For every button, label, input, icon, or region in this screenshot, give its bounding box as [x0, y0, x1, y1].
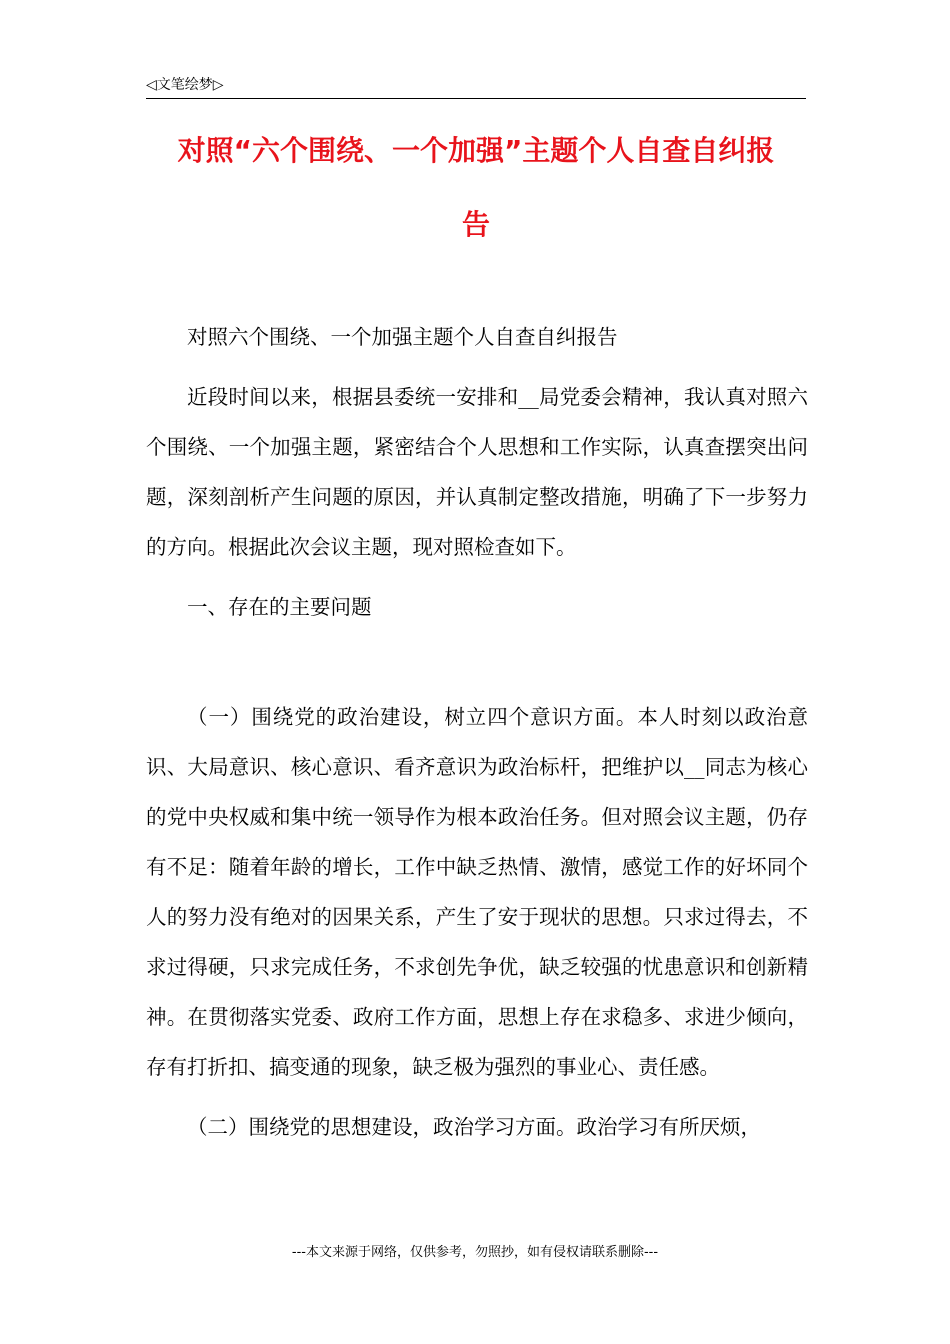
page-header: [146, 74, 806, 99]
body-paragraph-item-2: （二）围绕党的思想建设，政治学习方面。政治学习有所厌烦，: [187, 1115, 761, 1139]
document-body: [146, 312, 808, 1152]
document-title-line-2: 告: [461, 208, 490, 241]
body-paragraph-intro: 近段时间以来，根据县委统一安排和__局党委会精神，我认真对照六个围绕、一个加强主题，紧密结合个人思想和工作实际，认真查摆突出问题，深刻剖析产生问题的原因，并认真制定整改措施，明确了下一步努力的方向。根据此次会议主题，现对照检查如下。: [146, 385, 808, 559]
header-label: ◁文笔绘梦▷: [146, 77, 224, 93]
body-paragraph-item-1: （一）围绕党的政治建设，树立四个意识方面。本人时刻以政治意识、大局意识、核心意识、看齐意识为政治标杆，把维护以__同志为核心的党中央权威和集中统一领导作为根本政治任务。但对照会议主题，仍存有不足：随着年龄的增长，工作中缺乏热情、激情，感觉工作的好坏同个人的努力没有绝对的因果关系，产生了安于现状的思想。只求过得去，不求过得硬，只求完成任务，不求创先争优，缺乏较强的忧患意识和创新精神。在贯彻落实党委、政府工作方面，思想上存在求稳多、求进少倾向，存有打折扣、搞变通的现象，缺乏极为强烈的事业心、责任感。: [146, 705, 808, 1079]
page-footer-disclaimer: ---本文来源于网络，仅供参考，勿照抄，如有侵权请联系删除---: [291, 1245, 659, 1260]
body-paragraph-subtitle: 对照六个围绕、一个加强主题个人自查自纠报告: [187, 325, 618, 349]
document-title-line-1: 对照“六个围绕、一个加强”主题个人自查自纠报: [177, 134, 775, 167]
section-heading-problems: 一、存在的主要问题: [187, 595, 372, 619]
